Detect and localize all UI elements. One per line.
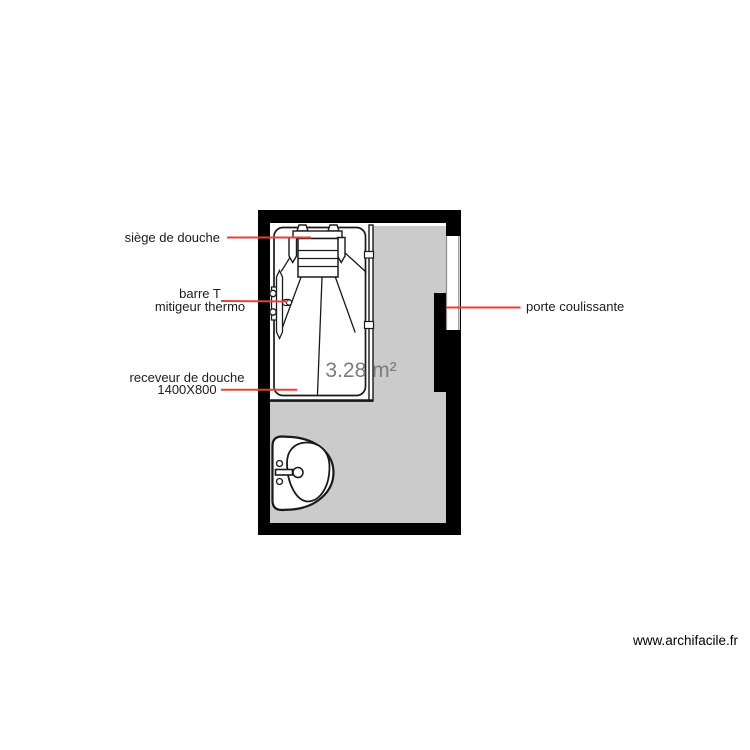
sliding-door-frame [447,236,459,330]
label-barre-line2: mitigeur thermo [154,298,246,314]
label-receveur-de-douche[interactable] [127,369,247,398]
label-receveur-line1: receveur de douche [129,369,245,385]
label-barre-line1: barre T [179,286,221,301]
label-porte-coulissante[interactable]: porte coulissante [526,299,625,314]
label-barre-t-mitigeur[interactable] [154,288,246,314]
washbasin[interactable] [273,437,334,511]
shower-seat[interactable] [289,225,345,277]
label-siege-de-douche[interactable]: siège de douche [124,230,220,245]
room-area-label: 3.28 m² [325,358,397,382]
watermark-archifacile: www.archifacile.fr [632,632,738,648]
label-receveur-line2: 1400X800 [157,382,217,398]
